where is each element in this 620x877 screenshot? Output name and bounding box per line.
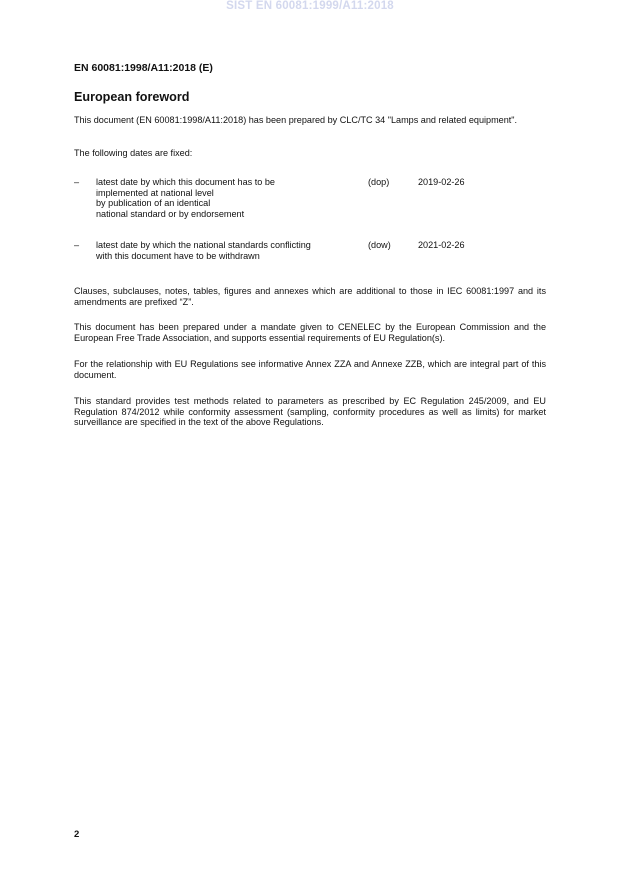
page-number: 2 bbox=[74, 829, 80, 840]
paragraph-test-methods: This standard provides test methods related to parameters as prescribed by EC Regulation 245/2009, and EU Regulation 874/2012 while conformity assessment (sampling, conformity procedures as well as limits) for market surveillance are specified in the text of the above Regulations. bbox=[74, 396, 546, 428]
date-abbreviation: (dop) bbox=[368, 177, 390, 187]
paragraph-mandate: This document has been prepared under a mandate given to CENELEC by the European Commission and the European Free Trade Association, and supports essential requirements of EU Regulation(s). bbox=[74, 322, 546, 343]
date-value: 2019-02-26 bbox=[418, 177, 465, 187]
date-value: 2021-02-26 bbox=[418, 240, 465, 250]
watermark: SIST EN 60081:1999/A11:2018 bbox=[226, 0, 394, 12]
paragraph-dates-intro: The following dates are fixed: bbox=[74, 148, 193, 158]
date-description-line: latest date by which this document has to be bbox=[96, 177, 275, 187]
paragraph-clauses: Clauses, subclauses, notes, tables, figures and annexes which are additional to those in IEC 60081:1997 and its amendments are prefixed “Z”. bbox=[74, 286, 546, 307]
paragraph-intro: This document (EN 60081:1998/A11:2018) has been prepared by CLC/TC 34 "Lamps and related equipment". bbox=[74, 115, 518, 125]
date-description-line: by publication of an identical bbox=[96, 198, 211, 209]
date-description-line: with this document have to be withdrawn bbox=[96, 250, 260, 261]
date-abbreviation: (dow) bbox=[368, 240, 391, 250]
dash-bullet: – bbox=[74, 240, 80, 250]
date-description-line: national standard or by endorsement bbox=[96, 208, 245, 219]
section-heading: European foreword bbox=[74, 90, 190, 104]
paragraph-relationship: For the relationship with EU Regulations see informative Annex ZZA and Annexe ZZB, which are integral part of this document. bbox=[74, 359, 546, 380]
date-description bbox=[96, 240, 356, 261]
date-description-line: implemented at national level bbox=[96, 187, 214, 198]
document-id: EN 60081:1998/A11:2018 (E) bbox=[74, 62, 213, 74]
date-description bbox=[96, 177, 356, 219]
date-description-line: latest date by which the national standards conflicting bbox=[96, 240, 311, 250]
dash-bullet: – bbox=[74, 177, 80, 187]
